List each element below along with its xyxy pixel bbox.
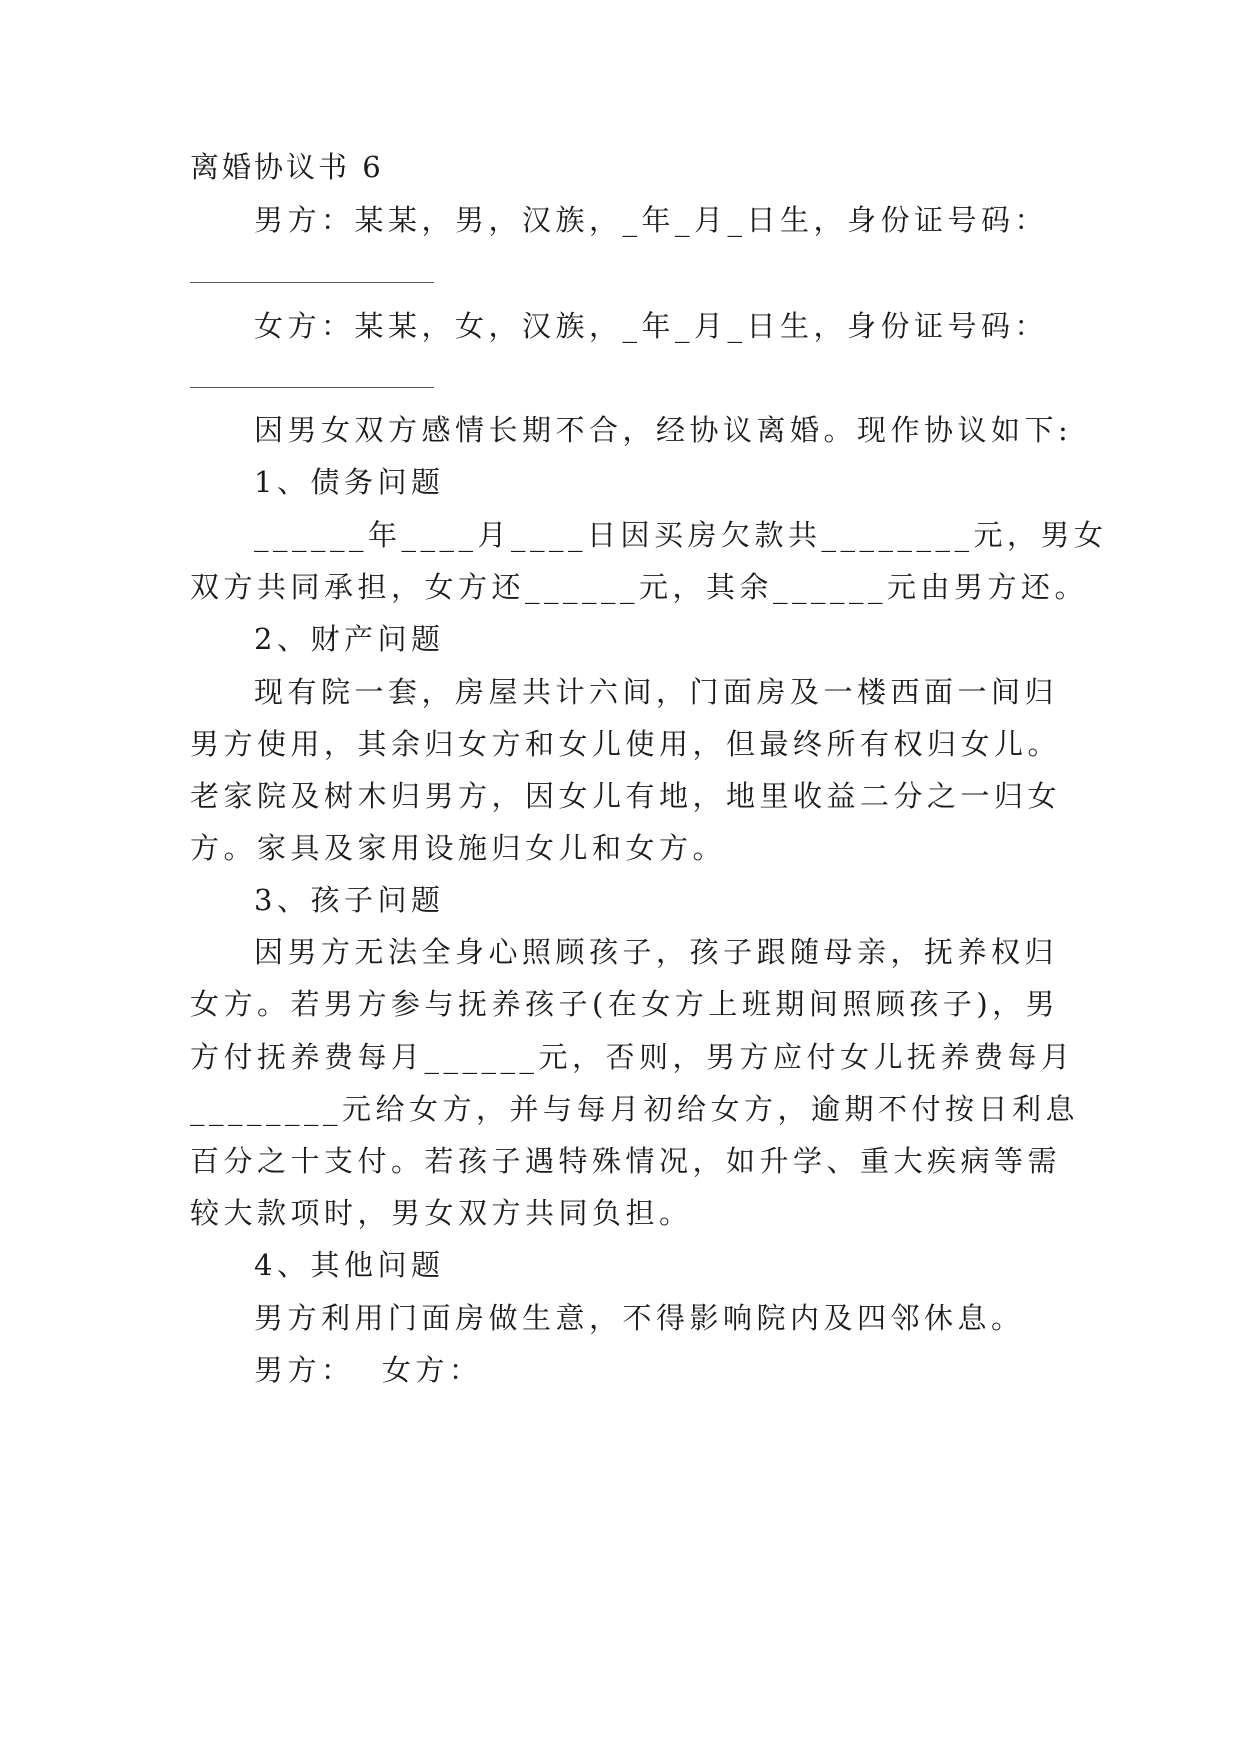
document-title: 离婚协议书 6 <box>190 150 384 184</box>
male-party-line: 男方：某某，男，汉族，_年_月_日生，身份证号码： <box>254 203 1049 237</box>
paragraph-line: 男方利用门面房做生意，不得影响院内及四邻休息。 <box>254 1301 1025 1335</box>
female-id-blank-line <box>190 387 434 388</box>
paragraph-line: 老家院及树木归男方，因女儿有地，地里收益二分之一归女 <box>190 779 1062 813</box>
paragraph-line: 现有院一套，房屋共计六间，门面房及一楼西面一间归 <box>254 675 1059 709</box>
paragraph-line: 女方。若男方参与抚养孩子(在女方上班期间照顾孩子)，男 <box>190 987 1060 1021</box>
paragraph-line: 因男方无法全身心照顾孩子，孩子跟随母亲，抚养权归 <box>254 935 1059 969</box>
paragraph-line: 方付抚养费每月______元，否则，男方应付女儿抚养费每月 <box>190 1040 1075 1074</box>
female-party-line: 女方：某某，女，汉族，_年_月_日生，身份证号码： <box>254 309 1049 343</box>
section-heading-children: 3、孩子问题 <box>254 883 445 917</box>
section-heading-property: 2、财产问题 <box>254 622 445 656</box>
paragraph-line: 百分之十支付。若孩子遇特殊情况，如升学、重大疾病等需 <box>190 1144 1062 1178</box>
signature-line: 男方： 女方： <box>254 1353 483 1387</box>
section-heading-other: 4、其他问题 <box>254 1248 445 1282</box>
preamble-line: 因男女双方感情长期不合，经协议离婚。现作协议如下: <box>254 413 1073 447</box>
paragraph-line: 较大款项时，男女双方共同负担。 <box>190 1196 693 1230</box>
male-id-blank-line <box>190 282 434 283</box>
section-heading-debt: 1、债务问题 <box>254 465 445 499</box>
paragraph-line: 双方共同承担，女方还______元，其余______元由男方还。 <box>190 570 1089 604</box>
paragraph-line: ______年____月____日因买房欠款共________元，男女 <box>254 518 1108 552</box>
paragraph-line: 方。家具及家用设施归女儿和女方。 <box>190 831 727 865</box>
paragraph-line: 男方使用，其余归女方和女儿使用，但最终所有权归女儿。 <box>190 727 1062 761</box>
paragraph-line: ________元给女方，并与每月初给女方，逾期不付按日利息 <box>190 1092 1080 1126</box>
